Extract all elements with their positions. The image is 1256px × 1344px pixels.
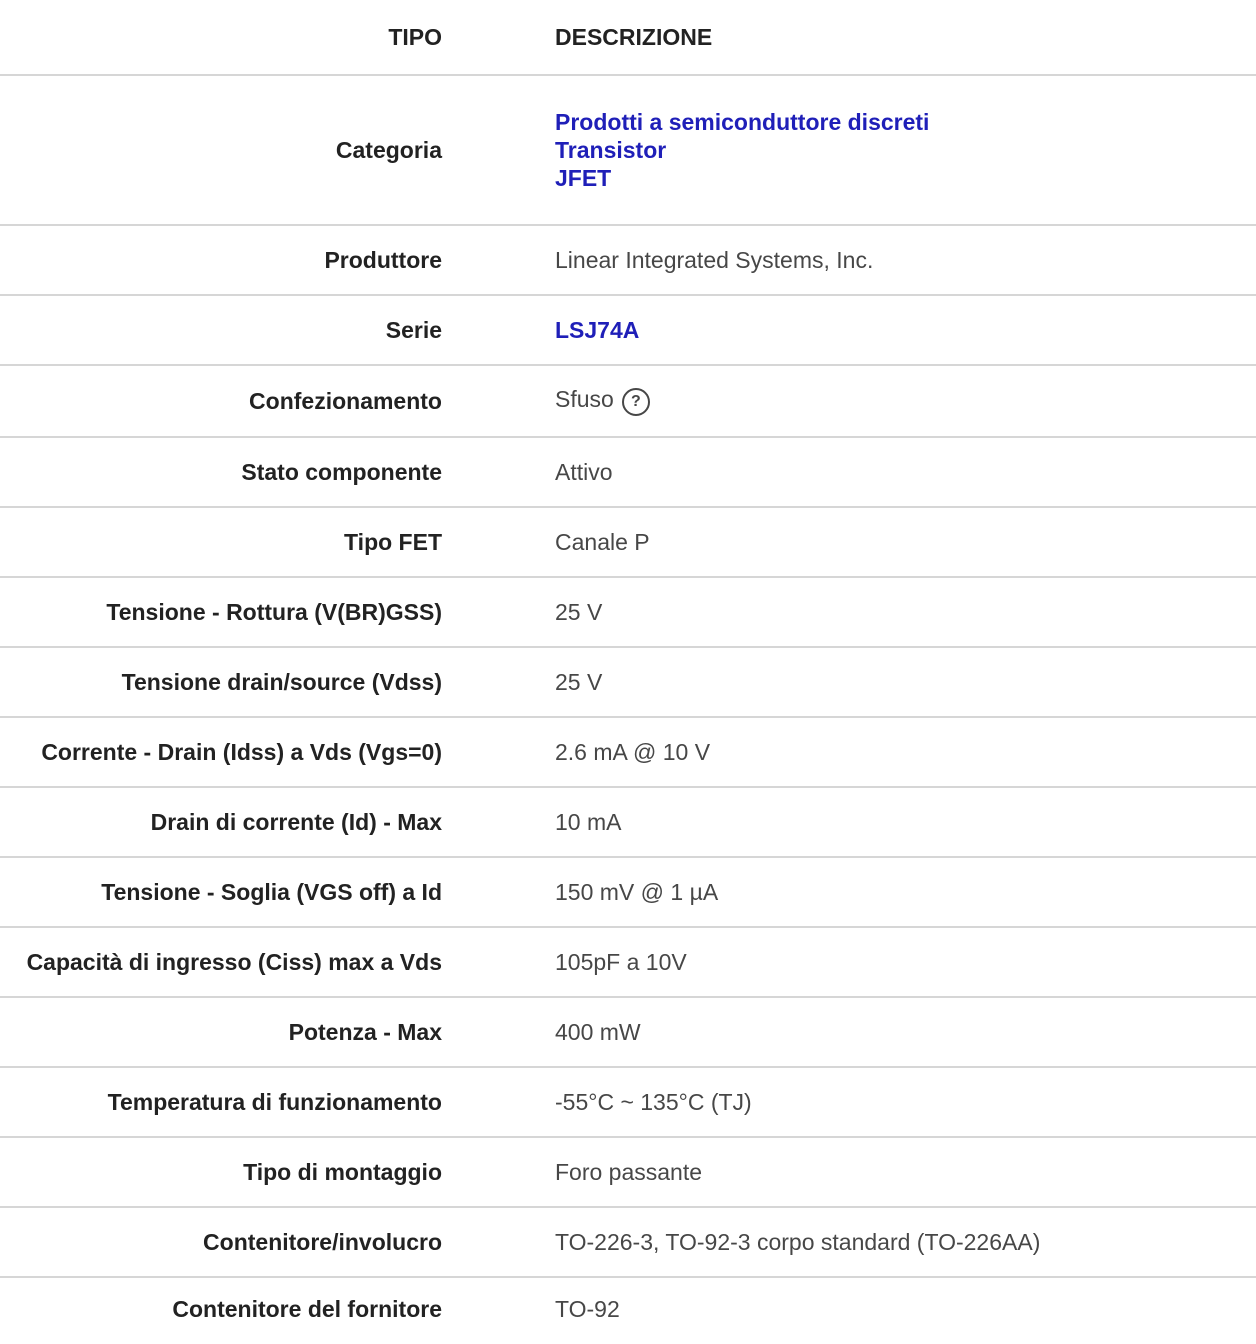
attribute-label: Temperatura di funzionamento	[0, 1067, 494, 1137]
attribute-label: Corrente - Drain (Idss) a Vds (Vgs=0)	[0, 717, 494, 787]
attribute-label: Categoria	[0, 75, 494, 225]
attribute-value	[494, 365, 1256, 437]
attribute-value: TO-92	[555, 1296, 620, 1322]
attribute-value: 10 mA	[494, 787, 1256, 857]
attribute-label: Capacità di ingresso (Ciss) max a Vds	[0, 927, 494, 997]
attribute-value: -55°C ~ 135°C (TJ)	[494, 1067, 1256, 1137]
attribute-label: Contenitore del fornitore	[172, 1296, 442, 1322]
table-row-packaging	[0, 365, 1256, 437]
table-row-part-status	[0, 437, 1256, 507]
attribute-label: Tipo di montaggio	[0, 1137, 494, 1207]
category-link-transistors[interactable]: Transistor	[555, 137, 667, 163]
category-link-jfet[interactable]: JFET	[555, 165, 612, 191]
table-row-drain-current-max	[0, 787, 1256, 857]
attribute-value: 400 mW	[494, 997, 1256, 1067]
attribute-value: Attivo	[494, 437, 1256, 507]
table-row-mounting-type	[0, 1137, 1256, 1207]
attribute-value: Canale P	[494, 507, 1256, 577]
attribute-value: 2.6 mA @ 10 V	[494, 717, 1256, 787]
attribute-label: Tensione - Soglia (VGS off) a Id	[0, 857, 494, 927]
table-row-supplier-package	[0, 1277, 1256, 1341]
attribute-value: Foro passante	[494, 1137, 1256, 1207]
attribute-label: Stato componente	[0, 437, 494, 507]
question-help-icon[interactable]: ?	[622, 388, 650, 416]
attribute-value: Linear Integrated Systems, Inc.	[494, 225, 1256, 295]
attribute-value: 25 V	[494, 647, 1256, 717]
packaging-value: Sfuso	[555, 386, 614, 412]
table-row-power-max	[0, 997, 1256, 1067]
table-row-manufacturer	[0, 225, 1256, 295]
table-row-threshold-voltage	[0, 857, 1256, 927]
table-header-row	[0, 0, 1256, 75]
attribute-value	[494, 295, 1256, 365]
table-row-breakdown-voltage	[0, 577, 1256, 647]
attribute-label: Serie	[0, 295, 494, 365]
series-link[interactable]: LSJ74A	[555, 316, 640, 343]
attribute-label: Tensione - Rottura (V(BR)GSS)	[0, 577, 494, 647]
column-header-type: TIPO	[0, 0, 494, 75]
table-row-drain-source-voltage	[0, 647, 1256, 717]
table-row-operating-temperature	[0, 1067, 1256, 1137]
attribute-value: 150 mV @ 1 µA	[494, 857, 1256, 927]
attribute-label: Tensione drain/source (Vdss)	[0, 647, 494, 717]
table-row-fet-type	[0, 507, 1256, 577]
category-link-discrete-semiconductors[interactable]: Prodotti a semiconduttore discreti	[555, 109, 930, 135]
attribute-value	[494, 75, 1256, 225]
attribute-value: TO-226-3, TO-92-3 corpo standard (TO-226AA)	[494, 1207, 1256, 1277]
attribute-label: Drain di corrente (Id) - Max	[0, 787, 494, 857]
column-header-description: DESCRIZIONE	[494, 0, 1256, 75]
attribute-label: Tipo FET	[0, 507, 494, 577]
attribute-label: Produttore	[0, 225, 494, 295]
table-row-package-case	[0, 1207, 1256, 1277]
table-row-category	[0, 75, 1256, 225]
attribute-label: Contenitore/involucro	[0, 1207, 494, 1277]
attribute-value: 25 V	[494, 577, 1256, 647]
attribute-value: 105pF a 10V	[494, 927, 1256, 997]
table-row-input-capacitance	[0, 927, 1256, 997]
attribute-label: Potenza - Max	[0, 997, 494, 1067]
attribute-label: Confezionamento	[0, 365, 494, 437]
table-row-series	[0, 295, 1256, 365]
table-row-drain-current-idss	[0, 717, 1256, 787]
